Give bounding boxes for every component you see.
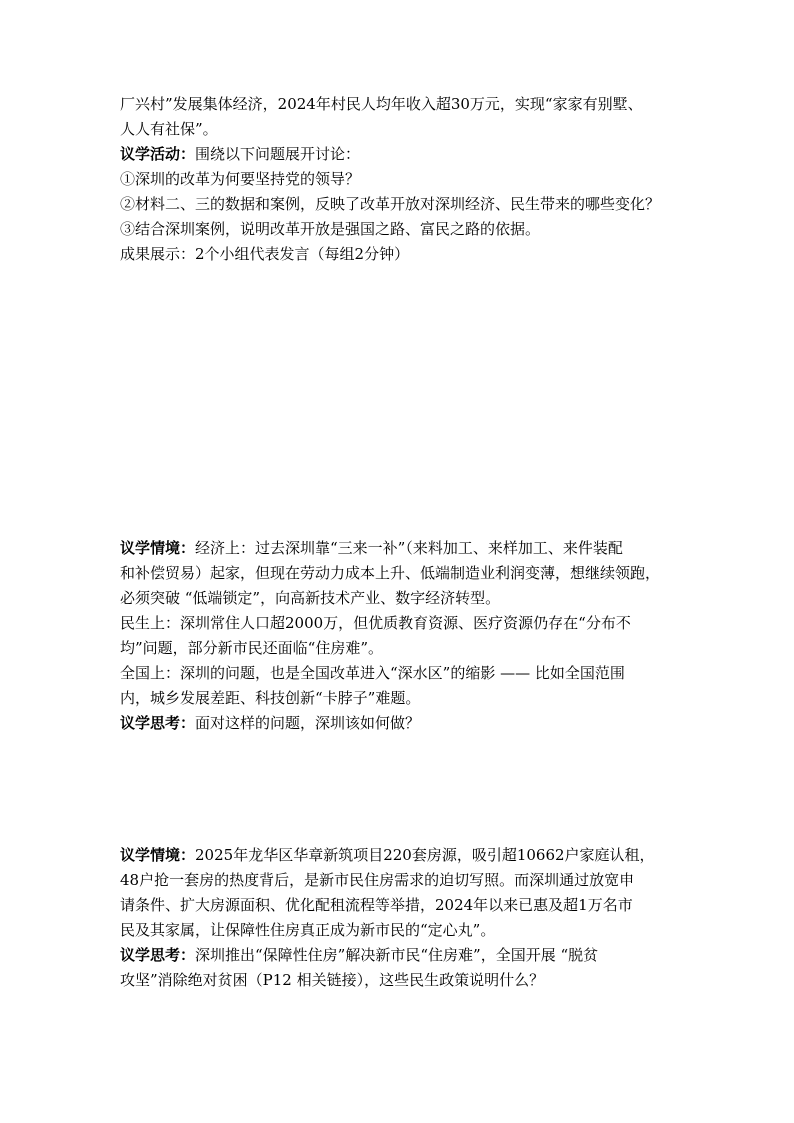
line-text: 均”问题，部分新市民还面临“住房难”。	[120, 639, 384, 657]
line-text: 内，城乡发展差距、科技创新“卡脖子”难题。	[120, 689, 421, 707]
line-text: ①深圳的改革为何要坚持党的领导？	[120, 170, 361, 188]
line-text: ③结合深圳案例，说明改革开放是强国之路、富民之路的依据。	[120, 220, 541, 238]
line-text: 2025年龙华区华章新筑项目220套房源，吸引超10662户家庭认租，	[195, 846, 655, 864]
text-line	[120, 192, 680, 217]
line-text: 和补偿贸易）起家，但现在劳动力成本上升、低端制造业利润变薄，想继续领跑，	[120, 564, 661, 582]
text-line	[120, 918, 680, 943]
text-line	[120, 92, 680, 117]
line-text: 全国上：深圳的问题，也是全国改革进入“深水区”的缩影 —— 比如全国范围	[120, 664, 625, 682]
line-text: 厂兴村”发展集体经济，2024年村民人均年收入超30万元，实现“家家有别墅、	[120, 95, 643, 113]
line-text: 围绕以下问题展开讨论：	[195, 145, 361, 163]
text-line	[120, 117, 680, 142]
section-label: 议学活动：	[120, 145, 196, 163]
text-line	[120, 561, 680, 586]
text-line	[120, 843, 680, 868]
text-line	[120, 242, 680, 267]
section-3	[120, 843, 680, 993]
line-text: 深圳推出“保障性住房”解决新市民“住房难”，全国开展 “脱贫	[195, 946, 599, 964]
section-label: 议学思考：	[120, 714, 196, 732]
line-text: 必须突破 “低端锁定”，向高新技术产业、数字经济转型。	[120, 589, 501, 607]
text-line	[120, 586, 680, 611]
line-text: ②材料二、三的数据和案例，反映了改革开放对深圳经济、民生带来的哪些变化？	[120, 195, 661, 213]
section-2	[120, 536, 680, 736]
section-label: 议学情境：	[120, 846, 196, 864]
section-label: 议学思考：	[120, 946, 196, 964]
text-line	[120, 943, 680, 968]
text-line	[120, 868, 680, 893]
text-line	[120, 217, 680, 242]
text-line	[120, 611, 680, 636]
text-line	[120, 686, 680, 711]
text-line	[120, 636, 680, 661]
text-line	[120, 536, 680, 561]
line-text: 攻坚”消除绝对贫困（P12 相关链接），这些民生政策说明什么？	[120, 971, 545, 989]
text-line	[120, 893, 680, 918]
text-line	[120, 661, 680, 686]
section-label: 议学情境：	[120, 539, 196, 557]
line-text: 人人有社保”。	[120, 120, 218, 138]
line-text: 成果展示：2个小组代表发言（每组2分钟）	[120, 245, 410, 263]
line-text: 48户抢一套房的热度背后，是新市民住房需求的迫切写照。而深圳通过放宽申	[120, 871, 635, 889]
line-text: 经济上：过去深圳靠“三来一补”（来料加工、来样加工、来件装配	[195, 539, 623, 557]
text-line	[120, 968, 680, 993]
line-text: 请条件、扩大房源面积、优化配租流程等举措，2024年以来已惠及超1万名市	[120, 896, 633, 914]
line-text: 民及其家属，让保障性住房真正成为新市民的“定心丸”。	[120, 921, 496, 939]
text-line	[120, 711, 680, 736]
section-1	[120, 92, 680, 267]
text-line	[120, 167, 680, 192]
text-line	[120, 142, 680, 167]
line-text: 面对这样的问题，深圳该如何做？	[195, 714, 421, 732]
line-text: 民生上：深圳常住人口超2000万，但优质教育资源、医疗资源仍存在“分布不	[120, 614, 631, 632]
